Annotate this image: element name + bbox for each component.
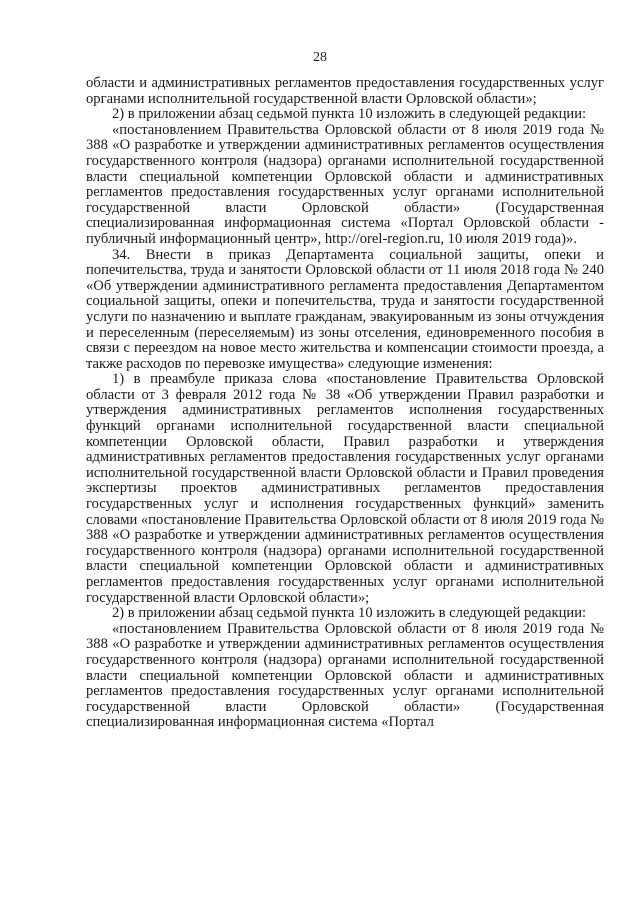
page-number: 28 xyxy=(313,50,327,65)
paragraph: «постановлением Правительства Орловской области от 8 июля 2019 года № 388 «О разработке и утверждении административных регламентов осуществления государственного контроля (надзора) органами исполнительной государственной власти специальной компетенции Орловской области и административных регламентов предоставления государственных услуг органами исполнительной государственной власти Орловской области» (Государственная специализированная информационная система «Портал Орловской области - публичный информационный центр», http://orel-region.ru, 10 июля 2019 года)». xyxy=(86,121,604,247)
document-body xyxy=(86,76,604,731)
paragraph: 2) в приложении абзац седьмой пункта 10 изложить в следующей редакции: xyxy=(112,605,587,622)
paragraph: 34. Внести в приказ Департамента социальной защиты, опеки и попечительства, труда и занятости Орловской области от 11 июля 2018 года № 240 «Об утверждении административного регламента предоставления Департаментом социальной защиты, опеки и попечительства, труда и занятости государственной услуги по назначению и выплате гражданам, эвакуированным из зоны отчуждения и переселенным (переселяемым) из зоны отселения, единовременного пособия в связи с переездом на новое место жительства и компенсации стоимости проезда, а также расходов по перевозке имущества» следующие изменения: xyxy=(86,246,604,372)
paragraph: «постановлением Правительства Орловской области от 8 июля 2019 года № 388 «О разработке и утверждении административных регламентов осуществления государственного контроля (надзора) органами исполнительной государственной власти специальной компетенции Орловской области и административных регламентов предоставления государственных услуг органами исполнительной государственной власти Орловской области» (Государственная специализированная информационная система «Портал xyxy=(86,620,604,731)
paragraph: 1) в преамбуле приказа слова «постановление Правительства Орловской области от 3 февраля 2012 года № 38 «Об утверждении Правил разработки и утверждения административных регламентов исполнения государственных функций органами исполнительной государственной власти специальной компетенции Орловской области, Правил разработки и утверждения административных регламентов предоставления государственных услуг органами исполнительной государственной власти Орловской области и Правил проведения экспертизы проектов административных регламентов предоставления государственных услуг и исполнения государственных функций» заменить словами «постановление Правительства Орловской области от 8 июля 2019 года № 388 «О разработке и утверждении административных регламентов осуществления государственного контроля (надзора) органами исполнительной государственной власти специальной компетенции Орловской области и административных регламентов предоставления государственных услуг органами исполнительной государственной власти Орловской области»; xyxy=(86,371,604,606)
paragraph: области и административных регламентов предоставления государственных услуг органами исполнительной государственной власти Орловской области»; xyxy=(86,75,604,107)
paragraph: 2) в приложении абзац седьмой пункта 10 изложить в следующей редакции: xyxy=(112,106,587,123)
